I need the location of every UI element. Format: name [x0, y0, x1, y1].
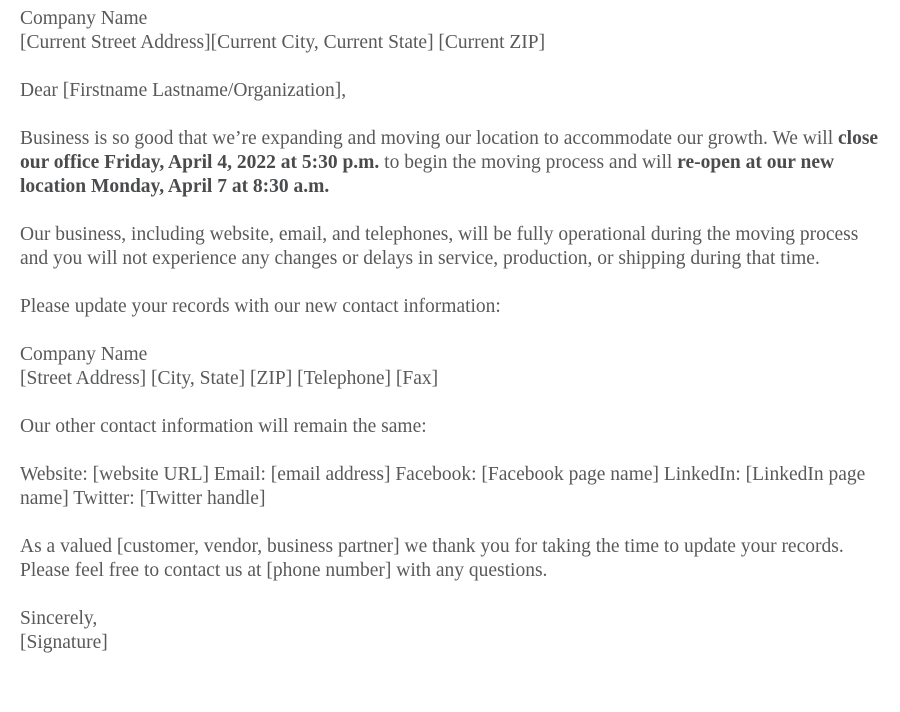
paragraph-operations: Our business, including website, email, and telephones, will be fully operational during the moving process and you will not experience any changes or delays in service, production, or shipping during that time. — [20, 224, 859, 269]
paragraph-update-records: Please update your records with our new contact information: — [20, 296, 501, 317]
new-company-name: Company Name — [20, 344, 148, 365]
paragraph-moving-notice — [20, 127, 880, 199]
salutation: Dear [Firstname Lastname/Organization], — [20, 80, 347, 101]
paragraph-thanks: As a valued [customer, vendor, business partner] we thank you for taking the time to update your records. Please feel free to contact us at [phone number] with any questions. — [20, 536, 844, 581]
sender-address: [Current Street Address][Current City, Current State] [Current ZIP] — [20, 32, 546, 53]
signature-placeholder: [Signature] — [20, 632, 108, 653]
paragraph-1-text-b: to begin the moving process and will — [379, 152, 678, 173]
sign-off: Sincerely, — [20, 608, 98, 629]
paragraph-1-bold-reopen-date: re-open at our new location Monday, April 7 at 8:30 a.m. — [20, 152, 835, 197]
new-address: [Street Address] [City, State] [ZIP] [Telephone] [Fax] — [20, 368, 439, 389]
new-contact-block — [20, 343, 880, 391]
closing-block — [20, 607, 880, 655]
paragraph-1-text-a: Business is so good that we’re expanding and moving our location to accommodate our growth. We will — [20, 128, 839, 149]
other-contact-details: Website: [website URL] Email: [email address] Facebook: [Facebook page name] LinkedIn: [LinkedIn page name] Twitter: [Twitter handle] — [20, 464, 866, 509]
paragraph-1-bold-close-date: close our office Friday, April 4, 2022 at 5:30 p.m. — [20, 128, 879, 173]
sender-company-name: Company Name — [20, 8, 148, 29]
paragraph-other-contact: Our other contact information will remain the same: — [20, 416, 427, 437]
sender-block — [20, 7, 880, 55]
